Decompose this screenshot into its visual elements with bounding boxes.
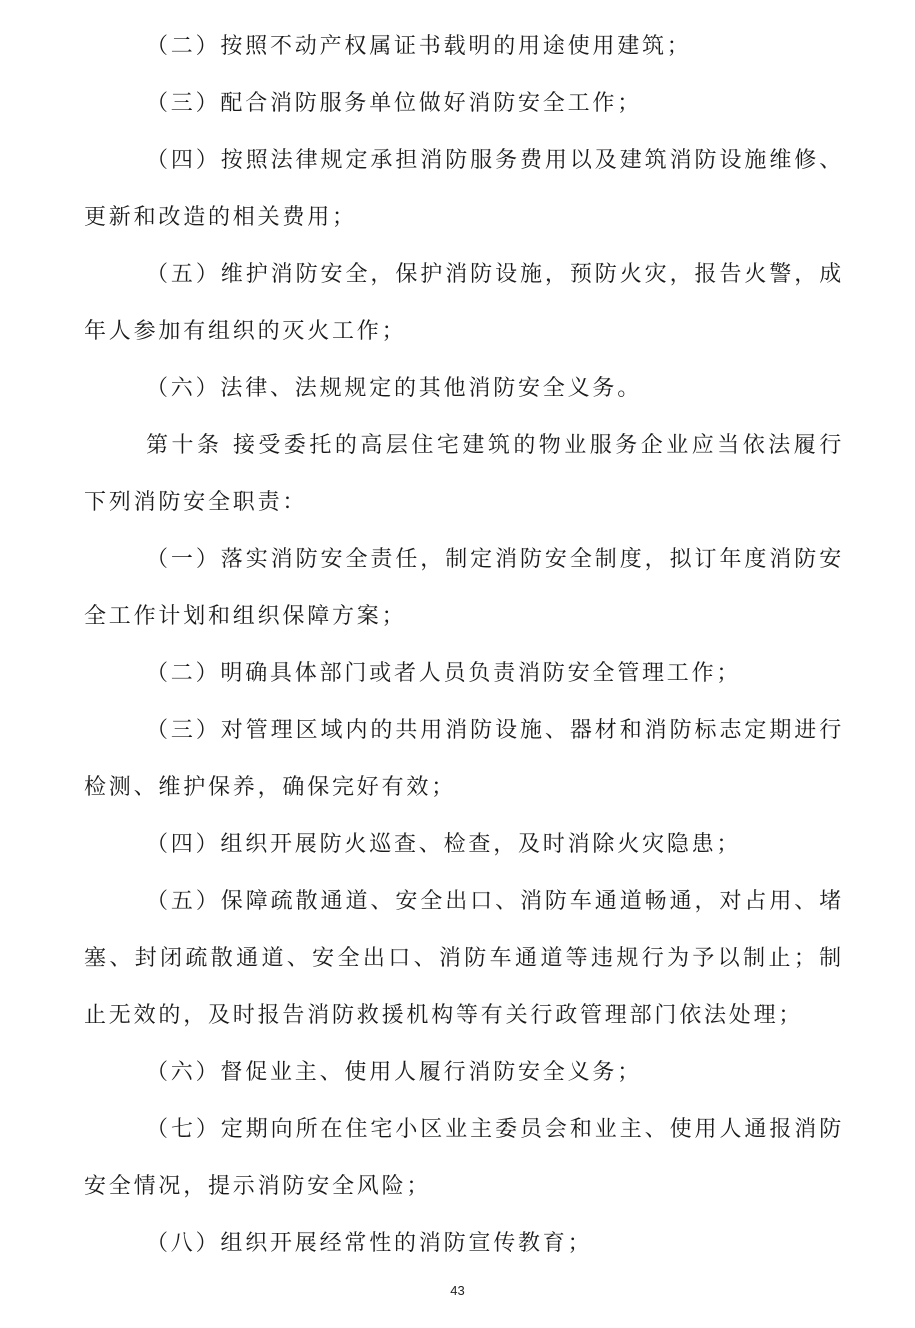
article-ten-heading-paragraph: 第十条 接受委托的高层住宅建筑的物业服务企业应当依法履行下列消防安全职责： (84, 433, 844, 515)
duty-item-1: （一）落实消防安全责任，制定消防安全制度，拟订年度消防安全工作计划和组织保障方案； (84, 547, 844, 629)
document-body (84, 18, 844, 1272)
paragraph-item-5: （五）维护消防安全，保护消防设施，预防火灾，报告火警，成年人参加有组织的灭火工作； (84, 262, 844, 344)
duty-item-6: （六）督促业主、使用人履行消防安全义务； (146, 1060, 643, 1085)
duty-item-4: （四）组织开展防火巡查、检查，及时消除火灾隐患； (146, 832, 742, 857)
page-number: 43 (450, 1283, 465, 1298)
duty-item-8: （八）组织开展经常性的消防宣传教育； (146, 1231, 593, 1256)
duty-item-3: （三）对管理区域内的共用消防设施、器材和消防标志定期进行检测、维护保养，确保完好有效； (84, 718, 844, 800)
duty-item-5: （五）保障疏散通道、安全出口、消防车通道畅通，对占用、堵塞、封闭疏散通道、安全出口、消防车通道等违规行为予以制止；制止无效的，及时报告消防救援机构等有关行政管理部门依法处理； (84, 889, 844, 1028)
paragraph-item-6: （六）法律、法规规定的其他消防安全义务。 (146, 376, 643, 401)
duty-item-2: （二）明确具体部门或者人员负责消防安全管理工作； (146, 661, 742, 686)
duty-item-7: （七）定期向所在住宅小区业主委员会和业主、使用人通报消防安全情况，提示消防安全风险； (84, 1117, 844, 1199)
paragraph-item-4: （四）按照法律规定承担消防服务费用以及建筑消防设施维修、更新和改造的相关费用； (84, 148, 844, 230)
paragraph-item-3: （三）配合消防服务单位做好消防安全工作； (146, 91, 643, 116)
paragraph-item-2: （二）按照不动产权属证书载明的用途使用建筑； (146, 34, 692, 59)
